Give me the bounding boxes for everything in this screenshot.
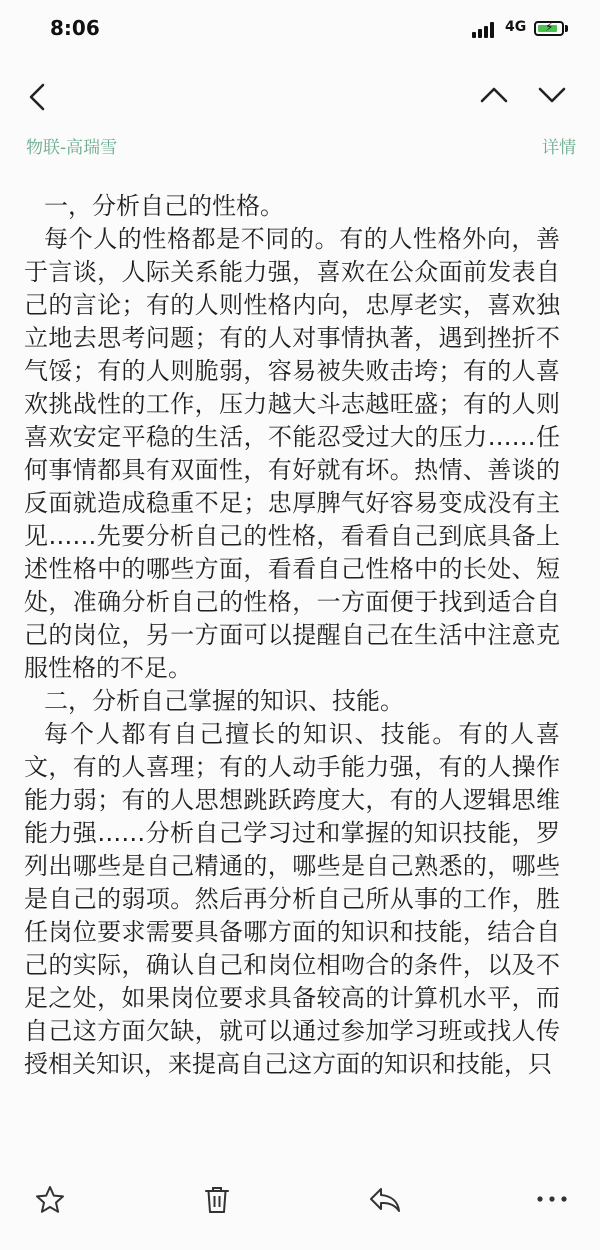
signal-icon — [472, 22, 502, 38]
battery-cap — [565, 25, 568, 32]
star-icon[interactable] — [35, 1185, 65, 1215]
status-bar — [0, 0, 600, 60]
section-paragraph-2: 每个人都有自己擅长的知识、技能。有的人喜文，有的人喜理；有的人动手能力强，有的人操作能力弱；有的人思想跳跃跨度大，有的人逻辑思维能力强……分析自己学习过和掌握的知识技能，罗列出哪些是自己精通的，哪些是自己熟悉的，哪些是自己的弱项。然后再分析自己所从事的工作，胜任岗位要求需要具备哪方面的知识和技能，结合自己的实际，确认自己和岗位相吻合的条件，以及不足之处，如果岗位要求具备较高的计算机水平，而自己这方面欠缺，就可以通过参加学习班或找人传授相关知识，来提高自己这方面的知识和技能，只 — [24, 720, 560, 1078]
reply-icon[interactable] — [368, 1186, 402, 1214]
network-type: 4G — [505, 19, 527, 35]
section-heading-1: 一，分析自己的性格。 — [44, 192, 284, 220]
chevron-up-icon[interactable] — [480, 86, 508, 104]
section-paragraph-1: 每个人的性格都是不同的。有的人性格外向，善于言谈，人际关系能力强，喜欢在公众面前发表自己的言论；有的人则性格内向，忠厚老实，喜欢独立地去思考问题；有的人对事情执著，遇到挫折不气馁；有的人则脆弱，容易被失败击垮；有的人喜欢挑战性的工作，压力越大斗志越旺盛；有的人则喜欢安定平稳的生活，不能忍受过大的压力……任何事情都具有双面性，有好就有坏。热情、善谈的反面就造成稳重不足；忠厚脾气好容易变成没有主见……先要分析自己的性格，看看自己到底具备上述性格中的哪些方面，看看自己性格中的长处、短处，准确分析自己的性格，一方面便于找到适合自己的岗位，另一方面可以提醒自己在生活中注意克服性格的不足。 — [24, 225, 560, 682]
back-chevron-icon[interactable] — [28, 83, 46, 111]
more-icon[interactable] — [536, 1195, 568, 1203]
section-heading-2: 二，分析自己掌握的知识、技能。 — [44, 687, 404, 715]
battery-icon: ⚡ — [534, 21, 564, 36]
message-meta — [0, 128, 600, 158]
message-body — [24, 190, 560, 1180]
details-link[interactable]: 详情 — [542, 138, 576, 158]
bottom-toolbar — [0, 1165, 600, 1235]
chevron-down-icon[interactable] — [538, 86, 566, 104]
trash-icon[interactable] — [204, 1185, 230, 1215]
status-time: 8:06 — [50, 16, 100, 40]
sender-name: 物联-高瑞雪 — [26, 138, 118, 158]
nav-bar — [0, 70, 600, 125]
